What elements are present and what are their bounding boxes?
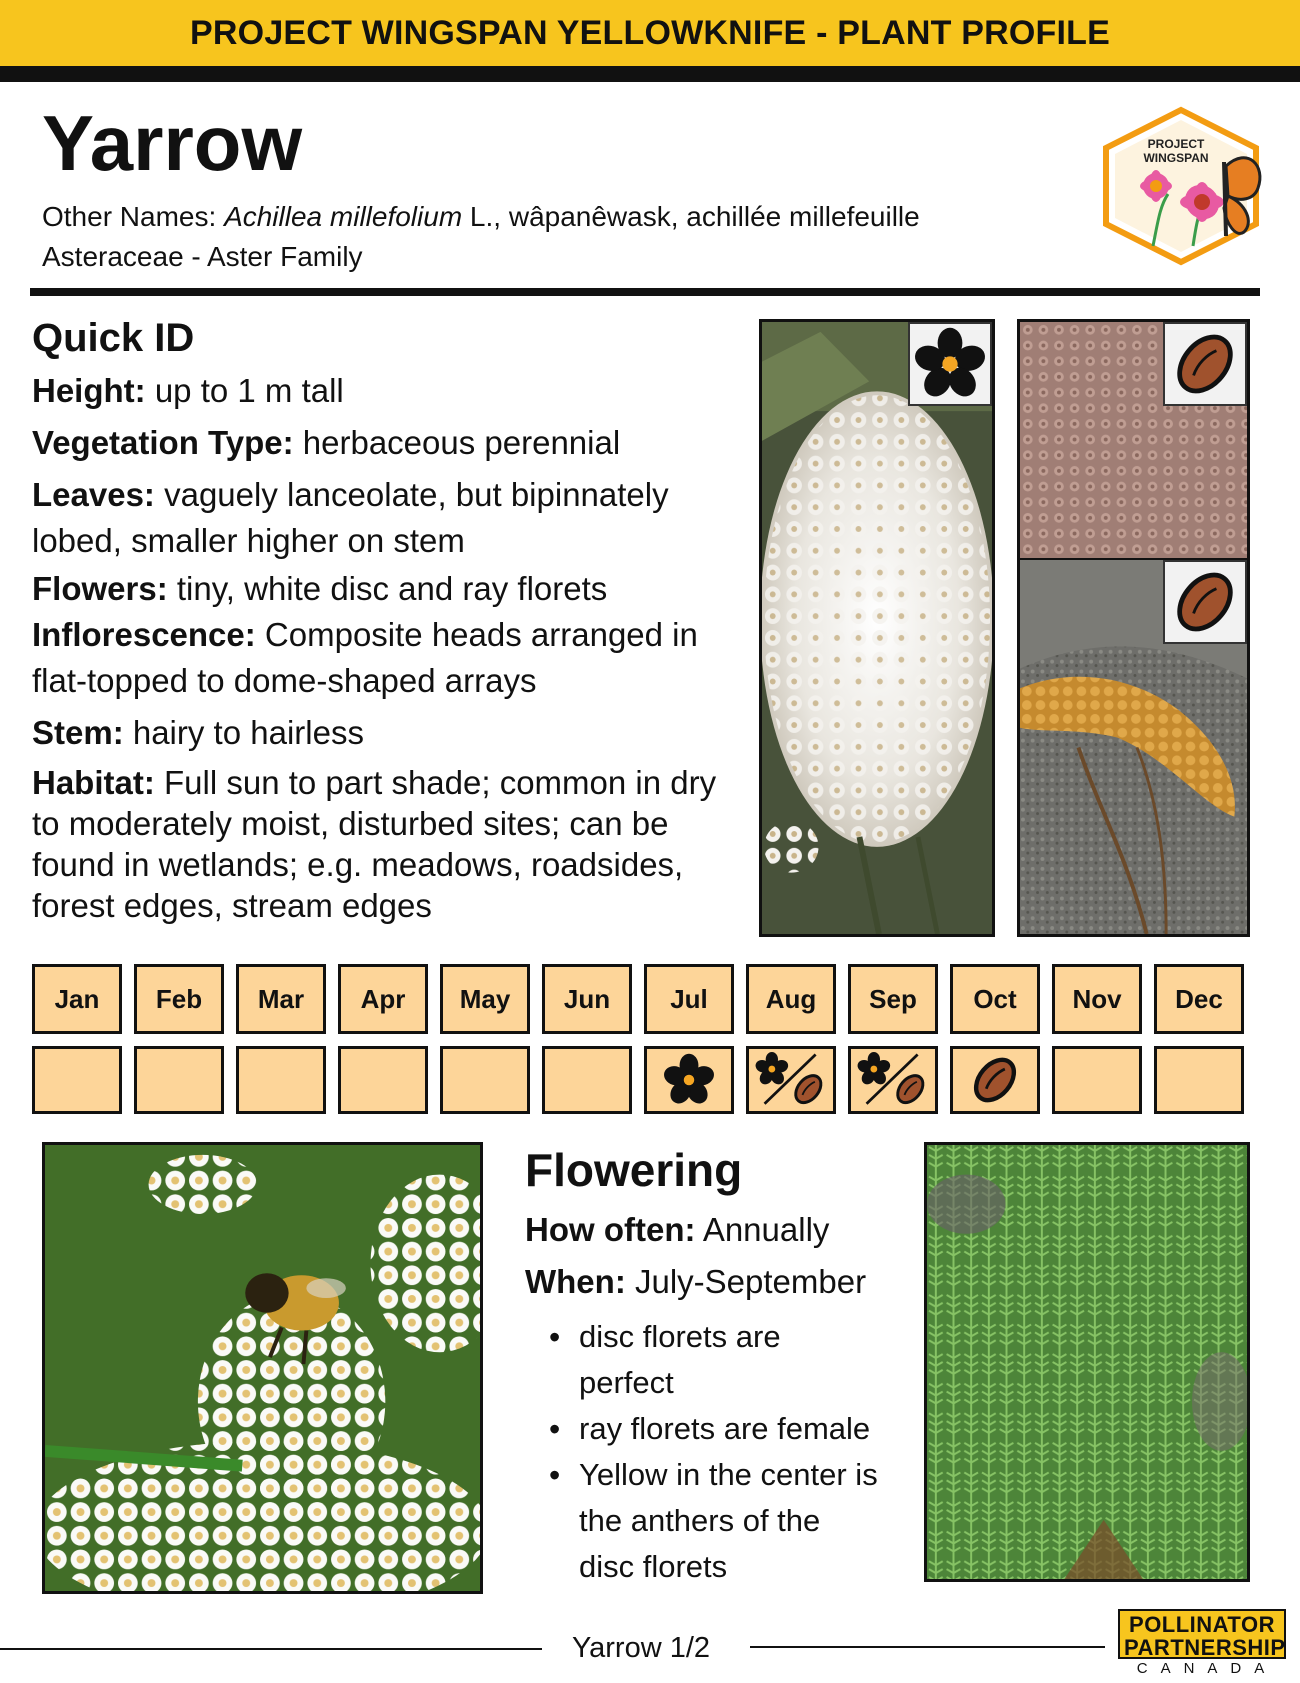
flowering-section — [525, 1142, 925, 1590]
yarrow-dried-seed-head-photo — [1017, 558, 1250, 937]
month-nov: Nov — [1052, 964, 1142, 1034]
seed-icon — [893, 1071, 928, 1108]
month-stage-row — [32, 1046, 1244, 1114]
page-number: Yarrow 1/2 — [571, 1632, 711, 1664]
list-item: • disc florets are perfect — [549, 1314, 839, 1406]
flower-stage-badge — [908, 322, 992, 406]
yarrow-seed-head-photo-upper — [1017, 319, 1250, 561]
yarrow-foliage-photo — [924, 1142, 1250, 1582]
month-oct: Oct — [950, 964, 1040, 1034]
month-sep: Sep — [848, 964, 938, 1034]
quick-id-height: Height: up to 1 m tall — [32, 372, 344, 409]
seed-icon — [1165, 324, 1245, 404]
quick-id-vegetation-type: Vegetation Type: herbaceous perennial — [32, 424, 621, 461]
month-jan: Jan — [32, 964, 122, 1034]
quick-id-stem: Stem: hairy to hairless — [32, 714, 364, 751]
quick-id-section — [32, 312, 752, 932]
month-stage-jul — [644, 1046, 734, 1114]
badge-line1: PROJECT — [1147, 137, 1205, 151]
header-divider — [30, 288, 1260, 296]
month-dec: Dec — [1154, 964, 1244, 1034]
month-jul: Jul — [644, 964, 734, 1034]
seed-stage-badge-upper — [1163, 322, 1247, 406]
logo-line2: PARTNERSHIP — [1124, 1635, 1286, 1660]
seed-icon — [1165, 562, 1245, 642]
seed-icon — [968, 1053, 1021, 1108]
footer-divider-left — [0, 1648, 542, 1650]
quick-id-heading: Quick ID — [32, 316, 195, 360]
quick-id-leaves: Leaves: vaguely lanceolate, but bipinnately lobed, smaller higher on stem — [32, 476, 669, 559]
month-may: May — [440, 964, 530, 1034]
month-stage-sep — [848, 1046, 938, 1114]
other-names — [42, 200, 920, 234]
month-stage-feb — [134, 1046, 224, 1114]
quick-id-habitat: Habitat: Full sun to part shade; common in dry to moderately moist, disturbed sites; can be found in wetlands; e.g. meadows, roadsides, forest edges, stream edges — [32, 764, 717, 924]
month-stage-apr — [338, 1046, 428, 1114]
flowering-notes — [525, 1314, 925, 1590]
top-banner — [0, 0, 1300, 66]
flowering-when: When: July-September — [525, 1263, 867, 1300]
month-stage-mar — [236, 1046, 326, 1114]
logo-line3: CANADA — [1136, 1660, 1278, 1677]
yarrow-flower-cluster-photo — [759, 319, 995, 937]
month-stage-aug — [746, 1046, 836, 1114]
flower-icon — [910, 324, 990, 404]
seed-icon — [791, 1071, 826, 1108]
list-item: • Yellow in the center is the anthers of the disc florets — [549, 1452, 879, 1590]
month-stage-dec — [1154, 1046, 1244, 1114]
month-apr: Apr — [338, 964, 428, 1034]
month-mar: Mar — [236, 964, 326, 1034]
quick-id-inflorescence: Inflorescence: Composite heads arranged in flat-topped to dome-shaped arrays — [32, 616, 698, 699]
month-stage-oct — [950, 1046, 1040, 1114]
flower-icon — [754, 1052, 790, 1087]
other-names-rest: L., wâpanêwask, achillée millefeuille — [462, 201, 920, 232]
banner-title: PROJECT WINGSPAN YELLOWKNIFE - PLANT PROFILE — [190, 13, 1110, 52]
scientific-name: Achillea millefolium — [224, 201, 463, 232]
bee-on-yarrow-photo — [42, 1142, 483, 1594]
flowering-heading: Flowering — [525, 1144, 743, 1196]
flower-icon — [661, 1054, 716, 1108]
month-stage-nov — [1052, 1046, 1142, 1114]
list-item: • ray florets are female — [549, 1406, 925, 1452]
quick-id-flowers: Flowers: tiny, white disc and ray florets — [32, 570, 608, 607]
month-aug: Aug — [746, 964, 836, 1034]
footer-divider-right — [750, 1646, 1105, 1648]
month-feb: Feb — [134, 964, 224, 1034]
banner-divider — [0, 66, 1300, 82]
month-stage-jan — [32, 1046, 122, 1114]
badge-line2: WINGSPAN — [1143, 151, 1209, 165]
page-title: Yarrow — [42, 99, 303, 187]
month-jun: Jun — [542, 964, 632, 1034]
other-names-label: Other Names: — [42, 201, 225, 232]
month-stage-may — [440, 1046, 530, 1114]
month-stage-jun — [542, 1046, 632, 1114]
plant-family: Asteraceae - Aster Family — [42, 241, 363, 272]
project-wingspan-logo — [1098, 106, 1264, 266]
seed-stage-badge-lower — [1163, 560, 1247, 644]
flowering-how-often: How often: Annually — [525, 1211, 830, 1248]
month-header-row — [32, 964, 1244, 1034]
logo-line1: POLLINATOR — [1129, 1612, 1275, 1637]
pollinator-partnership-logo — [1118, 1609, 1286, 1677]
flower-icon — [856, 1052, 892, 1087]
